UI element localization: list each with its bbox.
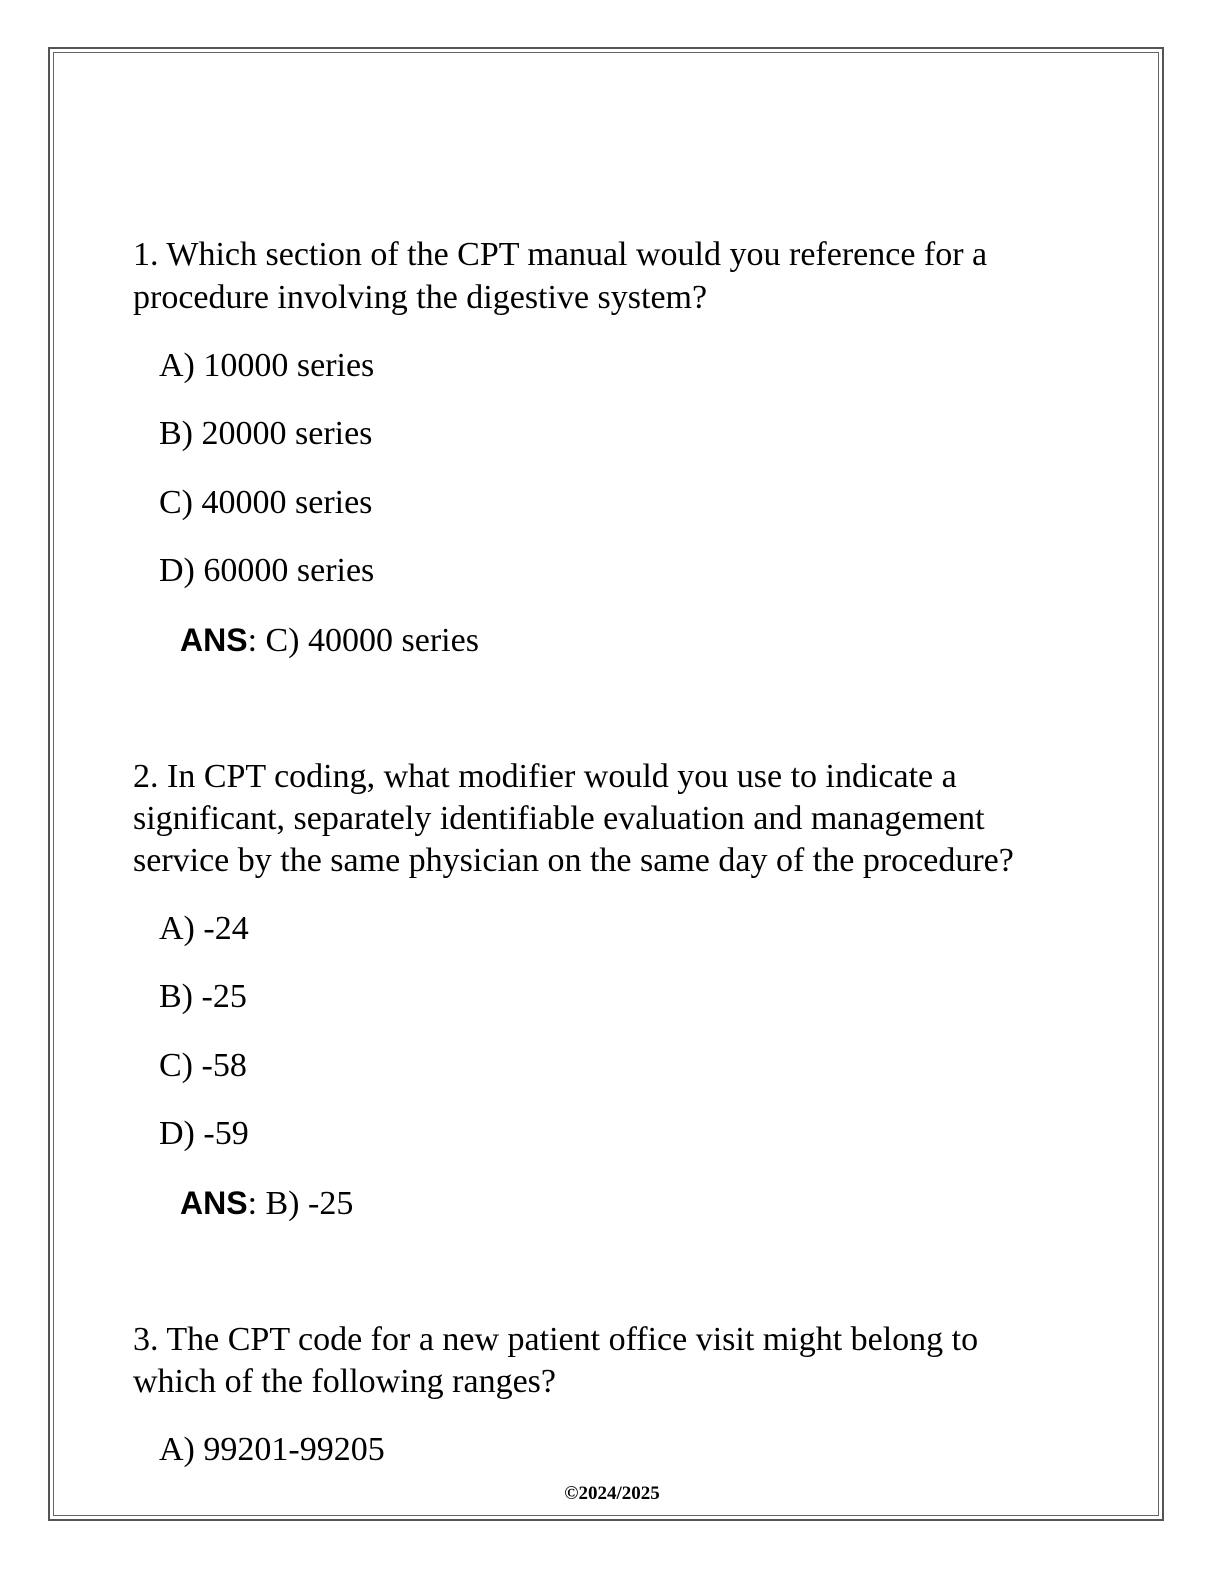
question-1-stem-line-1: 1. Which section of the CPT manual would you reference for a	[133, 236, 988, 273]
answer-label: ANS	[180, 1185, 248, 1221]
question-1-option-b: B) 20000 series	[159, 415, 373, 452]
question-1-option-d: D) 60000 series	[159, 552, 375, 589]
question-2-stem-line-2: significant, separately identifiable evaluation and management	[133, 800, 985, 837]
answer-text: : B) -25	[247, 1185, 354, 1222]
footer-copyright: ©2024/2025	[564, 1483, 660, 1504]
question-1-stem-line-2: procedure involving the digestive system?	[133, 279, 708, 316]
question-2-stem-line-1: 2. In CPT coding, what modifier would you use to indicate a	[133, 758, 957, 795]
answer-text: : C) 40000 series	[247, 622, 479, 659]
question-3-option-a: A) 99201-99205	[159, 1431, 385, 1468]
question-2-answer	[180, 1182, 353, 1225]
question-2-option-d: D) -59	[159, 1115, 249, 1152]
question-1-answer	[180, 619, 479, 662]
question-2-option-b: B) -25	[159, 978, 247, 1015]
question-2-option-a: A) -24	[159, 910, 249, 947]
question-3-stem-line-2: which of the following ranges?	[133, 1363, 556, 1400]
question-3-stem-line-1: 3. The CPT code for a new patient office visit might belong to	[133, 1321, 979, 1358]
question-2-option-c: C) -58	[159, 1047, 247, 1084]
question-1-option-a: A) 10000 series	[159, 347, 375, 384]
question-2-stem-line-3: service by the same physician on the same day of the procedure?	[133, 842, 1014, 879]
answer-label: ANS	[180, 622, 248, 658]
question-1-option-c: C) 40000 series	[159, 484, 373, 521]
